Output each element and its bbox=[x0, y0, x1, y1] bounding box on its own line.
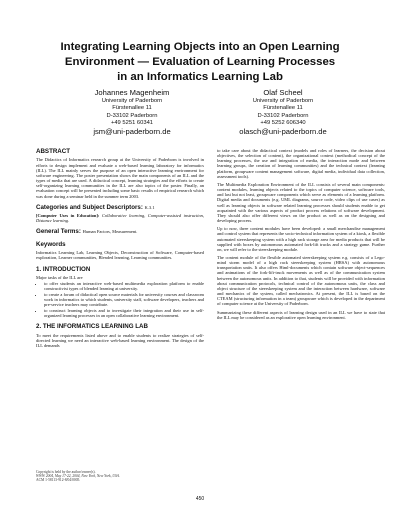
author-city: D-33102 Paderborn bbox=[106, 112, 158, 119]
page-number: 450 bbox=[195, 496, 205, 502]
categories-text: Collaborative learning, Computer-assisted instruction, Distance learning. bbox=[36, 213, 204, 224]
author-affiliation: University of Paderborn bbox=[101, 97, 163, 104]
left-column bbox=[36, 148, 204, 351]
section-2-text: To meet the requirements listed above and to enable students to realize strategies of self-directed learning we need an interactive web-based learning environment. The design of the ILL demands bbox=[36, 332, 204, 349]
categories-heading: Categories and Subject Descriptors: bbox=[36, 203, 143, 211]
right-paragraph: Summarizing these different aspects of learning design used in an ILL we have to state that the ILL may be considered as an explorative open learning environment. bbox=[217, 309, 385, 320]
copyright-footnote bbox=[36, 470, 204, 483]
abstract-text: The Didactics of Informatics research group at the University of Paderborn is involved in efforts to design implement and evaluate a web-based learning laboratory for informatics (ILL). The ILL mainly serves the purpose of an open interactive learning environment for software engineering. The poster presentation shows the main components of an ILL and the types of media that are used. A didactical concept, learning strategies and the efforts to create self-organizing learning communities in the ILL are also topics of the poster. Finally, an evaluation concept will be presented including some basic results of empirical research which was done during a seminar held in the summer term 2003. bbox=[36, 157, 204, 199]
footnote-line: Copyright is held by the author/owner(s). bbox=[36, 470, 96, 474]
author-city: D-33102 Paderborn bbox=[257, 112, 309, 119]
list-item: • to offer students an interactive web-based multimedia exploration platform to enable constructivist types of blended learning at university. bbox=[44, 281, 204, 291]
paper-title-line: Environment — Evaluation of Learning Processes bbox=[64, 55, 336, 68]
introduction-list bbox=[36, 281, 204, 318]
author-affiliation: University of Paderborn bbox=[252, 97, 314, 104]
categories-code: K.3.1 bbox=[144, 204, 155, 210]
paper-title-line: in an Informatics Learning Lab bbox=[117, 70, 283, 83]
author-email[interactable]: jsm@uni-paderborn.de bbox=[93, 127, 171, 137]
paper-title-line: Integrating Learning Objects into an Open Learning bbox=[60, 41, 340, 53]
list-item: • to create a forum of didactical open source materials for university courses and classroom work in informatics to which students, university staff, software developers, teachers and pre-service teachers may contribute. bbox=[44, 292, 204, 307]
section-2-heading: 2. THE INFORMATICS LEARNING LAB bbox=[36, 323, 148, 331]
right-column bbox=[217, 148, 385, 323]
paper-title bbox=[22, 40, 378, 84]
right-paragraph: Up to now, three content modules have been developed: a small merchandise management and control system that represents the socio-technical information system of a kiosk, a flexible automated steerskeeping system with a high rack storage area for media products that will be supplied with boxes by autonomous automated fork-lift trucks and a strategy game. Further on, we will refer to the steerskeeping module. bbox=[217, 226, 385, 252]
list-item: • to construct learning objects and to investigate their integration and their use in self-organized learning processes in an open collaborative learning environment. bbox=[44, 308, 204, 318]
right-paragraph: The Multimedia Exploration Environment of the ILL consists of several main components: content modules, learning objects related to the topics of computer science, software tools, and last but not least, groupware components which serve as elements of a learning platform. Digital media and documents (e.g. UML diagrams, source code, video clips of use cases) as well as learning objects in software related learning processes should students enable to get acquainted with the various aspects of product process relations of software development. They should also offer different views on the product as well as on the designing and developing process. bbox=[217, 181, 385, 224]
categories-bracket: [Computer Uses in Education]: bbox=[36, 213, 100, 219]
author-block-1 bbox=[62, 88, 202, 137]
right-paragraph: The content module of the flexible automated steerskeeping system e.g. consists of a Lego-mind storm model of a high rack steerskeeping system (HRSA) with autonomous transportation units. It also offers Html-documents which contain software object-sequences and animations of the fork-lift-truck movements as well as of the communication system between the autonomous units. In addition to that, students will be provided with information about communication protocols, technical control of the autonomous units, the class and object structure of the steerskeeping system and the interaction between hardware, software and mechanics of the system, called mechatronics. At present, the ILL is based on the CTEAM (structuring information in a team) groupware which is developed in the department of computer science at the University of Paderborn. bbox=[217, 254, 385, 307]
general-terms-heading: General Terms: bbox=[36, 228, 81, 236]
categories-text-block bbox=[36, 213, 204, 223]
abstract-heading: ABSTRACT bbox=[36, 148, 71, 155]
author-phone: +49 5252 606340 bbox=[260, 120, 306, 127]
author-street: Fürstenallee 11 bbox=[112, 105, 152, 112]
categories-block bbox=[36, 204, 204, 211]
author-email[interactable]: olasch@uni-paderborn.de bbox=[239, 127, 327, 137]
author-phone: +49 5251 60341 bbox=[110, 120, 154, 127]
keywords-heading: Keywords bbox=[36, 240, 66, 248]
general-terms-block bbox=[36, 228, 204, 235]
keywords-text: Informatics Learning Lab, Learning Objects, Deconstruction of Software, Computer-based exploration, Learner communities, Blended learning, Learning communities. bbox=[36, 250, 204, 261]
right-paragraph: to take care about the didactical context (models and roles of learners, the decision about objectives, the selection of content), the organizational context (methodical concept of the learning processes, the use and integration of media, the interaction mode and between learning groups, the creation of learning communities) and the technical context (learning platform, groupware content management software, digital media, individual data collection, assessment tools). bbox=[217, 148, 385, 179]
author-name: Johannes Magenheim bbox=[94, 88, 170, 97]
general-terms-text: Human Factors, Measurement. bbox=[82, 229, 138, 235]
author-street: Fürstenallee 11 bbox=[263, 105, 303, 112]
author-name: Olaf Scheel bbox=[263, 88, 303, 97]
footnote-line: ACM 1-58113-912-8/04/0005. bbox=[36, 478, 81, 483]
introduction-heading: 1. INTRODUCTION bbox=[36, 265, 91, 273]
footnote-line: WWW 2004, May 17-22, 2004, New York, New York, USA. bbox=[36, 474, 120, 479]
introduction-lead: Major tasks of the ILL are bbox=[36, 274, 83, 280]
author-block-2 bbox=[213, 88, 353, 137]
